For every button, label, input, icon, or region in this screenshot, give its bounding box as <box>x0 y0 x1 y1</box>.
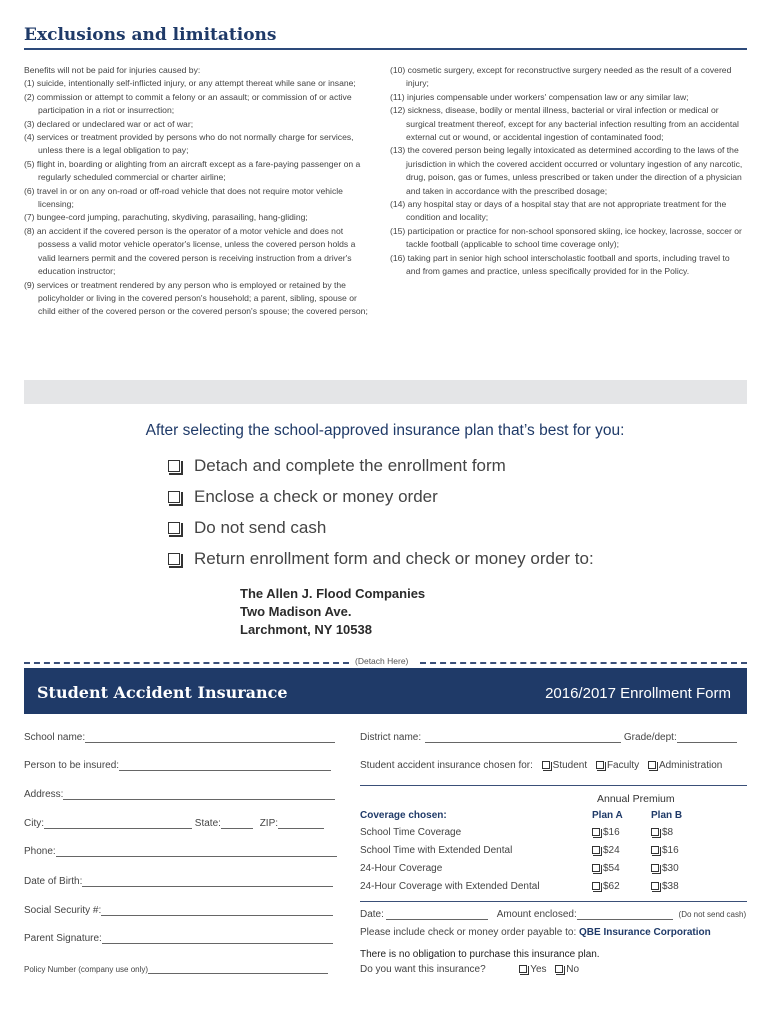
plan-b-checkbox[interactable] <box>651 882 659 890</box>
exclusion-item: (8) an accident if the covered person is the operator of a motor vehicle and does not possess a valid motor vehicle operator's license, unless the covered person holds a valid learners permit and the covered person is receiving instruction from a driver's education instructor; <box>24 225 356 277</box>
chosen-for-field <box>360 760 722 771</box>
exclusions-right-column <box>390 64 746 279</box>
zip-input[interactable] <box>278 819 324 829</box>
plan-a-price: $24 <box>603 845 620 856</box>
exclusion-item: (1) suicide, intentionally self-inflicted injury, or any attempt thereat while sane or insane; <box>24 78 356 89</box>
form-title: Student Accident Insurance <box>37 683 288 702</box>
parent-signature-label: Parent Signature: <box>24 933 102 944</box>
city-state-zip-field[interactable] <box>24 818 324 829</box>
form-banner <box>24 668 747 714</box>
student-checkbox[interactable] <box>542 761 550 769</box>
address-input[interactable] <box>63 790 335 800</box>
phone-label: Phone: <box>24 846 56 857</box>
dob-input[interactable] <box>82 877 333 887</box>
detach-label: (Detach Here) <box>355 656 409 666</box>
checklist-label: Enclose a check or money order <box>194 487 438 506</box>
address-line: The Allen J. Flood Companies <box>240 586 426 601</box>
exclusion-item: (11) injuries compensable under workers' compensation law or any similar law; <box>390 91 689 102</box>
student-option-label: Student <box>552 760 588 771</box>
plan-b-option[interactable] <box>651 863 679 874</box>
address-label: Address: <box>24 789 64 800</box>
exclusions-title: Exclusions and limitations <box>24 25 277 45</box>
checklist-label: Do not send cash <box>194 518 327 537</box>
plan-b-checkbox[interactable] <box>651 828 659 836</box>
person-insured-label: Person to be insured: <box>24 760 120 771</box>
address-line: Larchmont, NY 10538 <box>240 622 372 637</box>
city-input[interactable] <box>44 819 192 829</box>
plan-b-option[interactable] <box>651 827 673 838</box>
checklist-item <box>168 549 594 569</box>
policy-number-input <box>148 966 328 974</box>
plan-a-price: $54 <box>603 863 620 874</box>
policy-number-field <box>24 965 328 974</box>
person-insured-input[interactable] <box>119 761 331 771</box>
exclusions-left-column <box>24 64 369 319</box>
address-line: Two Madison Ave. <box>240 604 352 619</box>
exclusions-intro: Benefits will not be paid for injuries caused by: <box>24 65 201 75</box>
divider-band <box>24 380 747 404</box>
date-label: Date: <box>360 909 384 920</box>
district-grade-field[interactable] <box>360 732 737 743</box>
checklist-item <box>168 518 326 538</box>
plan-b-price: $30 <box>662 863 679 874</box>
exclusion-item: (10) cosmetic surgery, except for reconstructive surgery needed as the result of a covered injury; <box>390 65 732 89</box>
plan-a-checkbox[interactable] <box>592 864 600 872</box>
amount-enclosed-label: Amount enclosed: <box>496 909 577 920</box>
checklist-label: Return enrollment form and check or money order to: <box>194 549 594 568</box>
plan-a-option[interactable] <box>592 845 620 856</box>
ssn-input[interactable] <box>101 906 333 916</box>
plan-b-price: $8 <box>662 827 674 838</box>
plan-b-price: $38 <box>662 881 679 892</box>
parent-signature-field[interactable] <box>24 933 333 944</box>
want-insurance-field <box>360 964 579 975</box>
grade-input[interactable] <box>677 733 737 743</box>
district-label: District name: <box>360 732 422 743</box>
dob-field[interactable] <box>24 876 333 887</box>
checkbox-icon <box>168 491 180 503</box>
address-field[interactable] <box>24 789 335 800</box>
school-name-label: School name: <box>24 732 86 743</box>
exclusion-item: (2) commission or attempt to commit a felony or an assault; or commission of or active participation in a riot or insurrection; <box>24 91 352 116</box>
plan-a-option[interactable] <box>592 881 620 892</box>
district-input[interactable] <box>425 733 621 743</box>
plan-a-option[interactable] <box>592 827 620 838</box>
yes-label: Yes <box>530 964 547 975</box>
exclusion-item: (13) the covered person being legally intoxicated as determined according to the laws of the jurisdiction in which the covered accident occurred or voluntary ingestion of any narcotic, drug, poison, gas or fumes, unless prescribed or taken under the direction of a physician and taken in accordance with the prescribed dosage; <box>390 145 743 196</box>
instructions-heading: After selecting the school-approved insurance plan that’s best for you: <box>145 422 625 439</box>
coverage-chosen-label: Coverage chosen: <box>360 810 447 821</box>
exclusion-item: (5) flight in, boarding or alighting from an aircraft except as a fare-paying passenger on a regularly scheduled commercial or charter airline; <box>24 158 361 183</box>
checklist-label: Detach and complete the enrollment form <box>194 456 506 475</box>
detach-line-right <box>420 662 747 664</box>
coverage-row-label: 24-Hour Coverage with Extended Dental <box>360 881 540 892</box>
plan-b-checkbox[interactable] <box>651 864 659 872</box>
want-insurance-label: Do you want this insurance? <box>360 964 486 975</box>
plan-b-checkbox[interactable] <box>651 846 659 854</box>
exclusion-item: (3) declared or undeclared war or act of war; <box>24 118 194 129</box>
administration-checkbox[interactable] <box>648 761 656 769</box>
coverage-row-label: 24-Hour Coverage <box>360 863 443 874</box>
form-year-label: 2016/2017 Enrollment Form <box>545 685 731 702</box>
payable-to-label: Please include check or money order payable to: <box>360 927 577 938</box>
grade-label: Grade/dept: <box>623 732 677 743</box>
coverage-row-label: School Time Coverage <box>360 827 462 838</box>
checkbox-icon <box>168 460 180 472</box>
city-label: City: <box>24 818 44 829</box>
parent-signature-input[interactable] <box>102 934 333 944</box>
exclusion-item: (4) services or treatment provided by persons who do not normally charge for services, unless there is a legal obligation to pay; <box>24 132 354 156</box>
amount-enclosed-input[interactable] <box>577 910 673 920</box>
date-input[interactable] <box>386 910 488 920</box>
yes-checkbox[interactable] <box>519 965 527 973</box>
school-name-field[interactable] <box>24 732 335 743</box>
exclusion-item: (7) bungee-cord jumping, parachuting, skydiving, parasailing, hang-gliding; <box>24 212 308 223</box>
faculty-checkbox[interactable] <box>596 761 604 769</box>
exclusion-item: (6) travel in or on any on-road or off-road vehicle that does not require motor vehicle licensing; <box>24 185 343 210</box>
header-rule <box>24 48 747 50</box>
state-input[interactable] <box>221 819 253 829</box>
exclusion-item: (12) sickness, disease, bodily or mental illness, bacterial or viral infection or medical or surgical treatment thereof, except for any bacterial infection resulting from an accidental external cut or wound, or accidental ingestion of contaminated food; <box>390 105 739 143</box>
detach-line-left <box>24 662 349 664</box>
coverage-row-label: School Time with Extended Dental <box>360 845 513 856</box>
payable-to-name: QBE Insurance Corporation <box>579 927 711 938</box>
checkbox-icon <box>168 522 180 534</box>
faculty-option-label: Faculty <box>606 760 640 771</box>
phone-field[interactable] <box>24 846 337 857</box>
checkbox-icon <box>168 553 180 565</box>
plan-b-option[interactable] <box>651 845 679 856</box>
no-checkbox[interactable] <box>555 965 563 973</box>
no-cash-note: (Do not send cash) <box>678 910 747 919</box>
plan-a-checkbox[interactable] <box>592 828 600 836</box>
plan-b-option[interactable] <box>651 881 679 892</box>
section-rule <box>360 901 747 902</box>
exclusion-item: (14) any hospital stay or days of a hospital stay that are not appropriate treatment for the condition and locality; <box>390 199 727 223</box>
dob-label: Date of Birth: <box>24 876 83 887</box>
policy-number-label: Policy Number (company use only) <box>24 965 149 974</box>
no-label: No <box>566 964 580 975</box>
no-obligation-text: There is no obligation to purchase this insurance plan. <box>360 949 600 960</box>
exclusion-item: (16) taking part in senior high school interscholastic football and sports, including travel to and from games and practice, unless specifically provided for in the Policy. <box>390 252 730 277</box>
annual-premium-label: Annual Premium <box>597 793 675 805</box>
state-label: State: <box>194 818 221 829</box>
plan-a-price: $62 <box>603 881 620 892</box>
plan-a-option[interactable] <box>592 863 620 874</box>
plan-b-header: Plan B <box>651 810 683 821</box>
exclusion-item: (15) participation or practice for non-school sponsored skiing, ice hockey, lacrosse, soccer or tackle football (applicable to school time coverage only); <box>390 225 742 250</box>
payable-to-line <box>360 927 711 938</box>
exclusion-item: (9) services or treatment rendered by any person who is employed or retained by the policyholder or living in the covered person's household; a parent, sibling, spouse or child either of the covered person or the covered person's spouse; the covered person; <box>24 279 368 317</box>
section-rule <box>360 785 747 786</box>
plan-a-checkbox[interactable] <box>592 846 600 854</box>
ssn-label: Social Security #: <box>24 905 102 916</box>
date-amount-field[interactable] <box>360 909 746 920</box>
person-insured-field[interactable] <box>24 760 331 771</box>
plan-b-price: $16 <box>662 845 679 856</box>
checklist-item <box>168 487 438 507</box>
ssn-field[interactable] <box>24 905 333 916</box>
school-name-input[interactable] <box>85 733 335 743</box>
plan-a-checkbox[interactable] <box>592 882 600 890</box>
zip-label: ZIP: <box>259 818 279 829</box>
chosen-for-label: Student accident insurance chosen for: <box>360 760 533 771</box>
administration-option-label: Administration <box>658 760 723 771</box>
plan-a-price: $16 <box>603 827 620 838</box>
plan-a-header: Plan A <box>592 810 623 821</box>
checklist-item <box>168 456 506 476</box>
mailing-address <box>240 585 425 639</box>
phone-input[interactable] <box>56 847 337 857</box>
